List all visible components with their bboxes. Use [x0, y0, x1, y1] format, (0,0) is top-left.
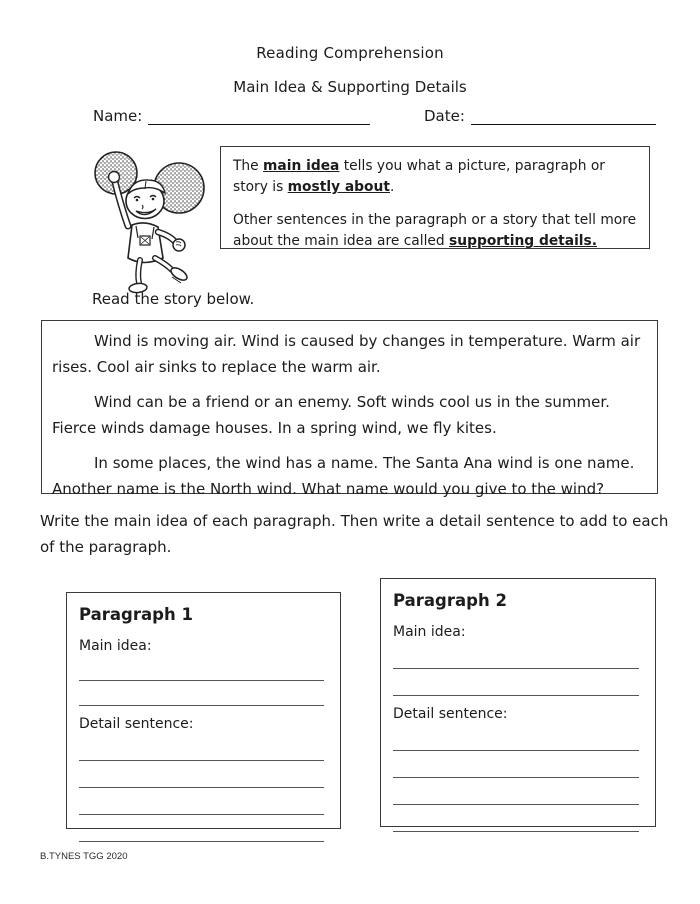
paragraph-1-title: Paragraph 1 — [79, 605, 193, 624]
main-idea-line-2b[interactable] — [393, 669, 639, 696]
story-paragraph-3: In some places, the wind has a name. The Santa Ana wind is one name. Another name is the North wind. What name would you give to the wind? — [52, 454, 635, 498]
main-idea-line-2a[interactable] — [393, 642, 639, 669]
paragraph-2-answer-box — [380, 578, 656, 827]
date-label: Date: — [424, 107, 465, 125]
date-input-line[interactable] — [471, 110, 656, 125]
detail-line-1c[interactable] — [79, 788, 324, 815]
term-main-idea: main idea — [263, 158, 340, 174]
paragraph-2-title: Paragraph 2 — [393, 591, 507, 610]
detail-sentence-label-2: Detail sentence: — [393, 706, 508, 722]
detail-line-2a[interactable] — [393, 724, 639, 751]
detail-line-2d[interactable] — [393, 805, 639, 832]
task-instruction: Write the main idea of each paragraph. Then write a detail sentence to add to each of the paragraph. — [40, 512, 669, 556]
detail-line-2b[interactable] — [393, 751, 639, 778]
jumping-girl-clipart — [88, 146, 216, 296]
name-label: Name: — [93, 107, 143, 125]
story-box — [41, 320, 658, 498]
main-idea-line-1a[interactable] — [79, 656, 324, 681]
page-title: Reading Comprehension — [256, 44, 444, 62]
name-row — [93, 107, 370, 125]
read-story-instruction: Read the story below. — [92, 290, 255, 308]
main-idea-label-1: Main idea: — [79, 638, 152, 654]
definition-sentence-1: The main idea tells you what a picture, paragraph or story is mostly about. — [233, 158, 605, 196]
term-mostly-about: mostly about — [287, 179, 390, 196]
paragraph-1-answer-box — [66, 592, 341, 829]
main-idea-label-2: Main idea: — [393, 624, 466, 640]
definition-box — [220, 146, 650, 249]
credit-footer: B.TYNES TGG 2020 — [40, 851, 128, 862]
detail-line-1a[interactable] — [79, 734, 324, 761]
story-paragraph-1: Wind is moving air. Wind is caused by changes in temperature. Warm air rises. Cool air sinks to replace the warm air. — [52, 332, 641, 376]
main-idea-line-1b[interactable] — [79, 681, 324, 706]
date-row — [424, 107, 656, 125]
detail-sentence-label-1: Detail sentence: — [79, 716, 194, 732]
term-supporting-details: supporting details. — [449, 233, 597, 250]
story-paragraph-2: Wind can be a friend or an enemy. Soft winds cool us in the summer. Fierce winds damage houses. In a spring wind, we fly kites. — [52, 393, 610, 437]
page-subtitle: Main Idea & Supporting Details — [233, 78, 467, 96]
detail-line-1b[interactable] — [79, 761, 324, 788]
definition-sentence-2: Other sentences in the paragraph or a story that tell more about the main idea are called supporting details. — [233, 211, 637, 250]
detail-line-2c[interactable] — [393, 778, 639, 805]
name-input-line[interactable] — [148, 110, 370, 125]
jumping-girl-icon — [88, 146, 216, 296]
detail-line-1d[interactable] — [79, 815, 324, 842]
